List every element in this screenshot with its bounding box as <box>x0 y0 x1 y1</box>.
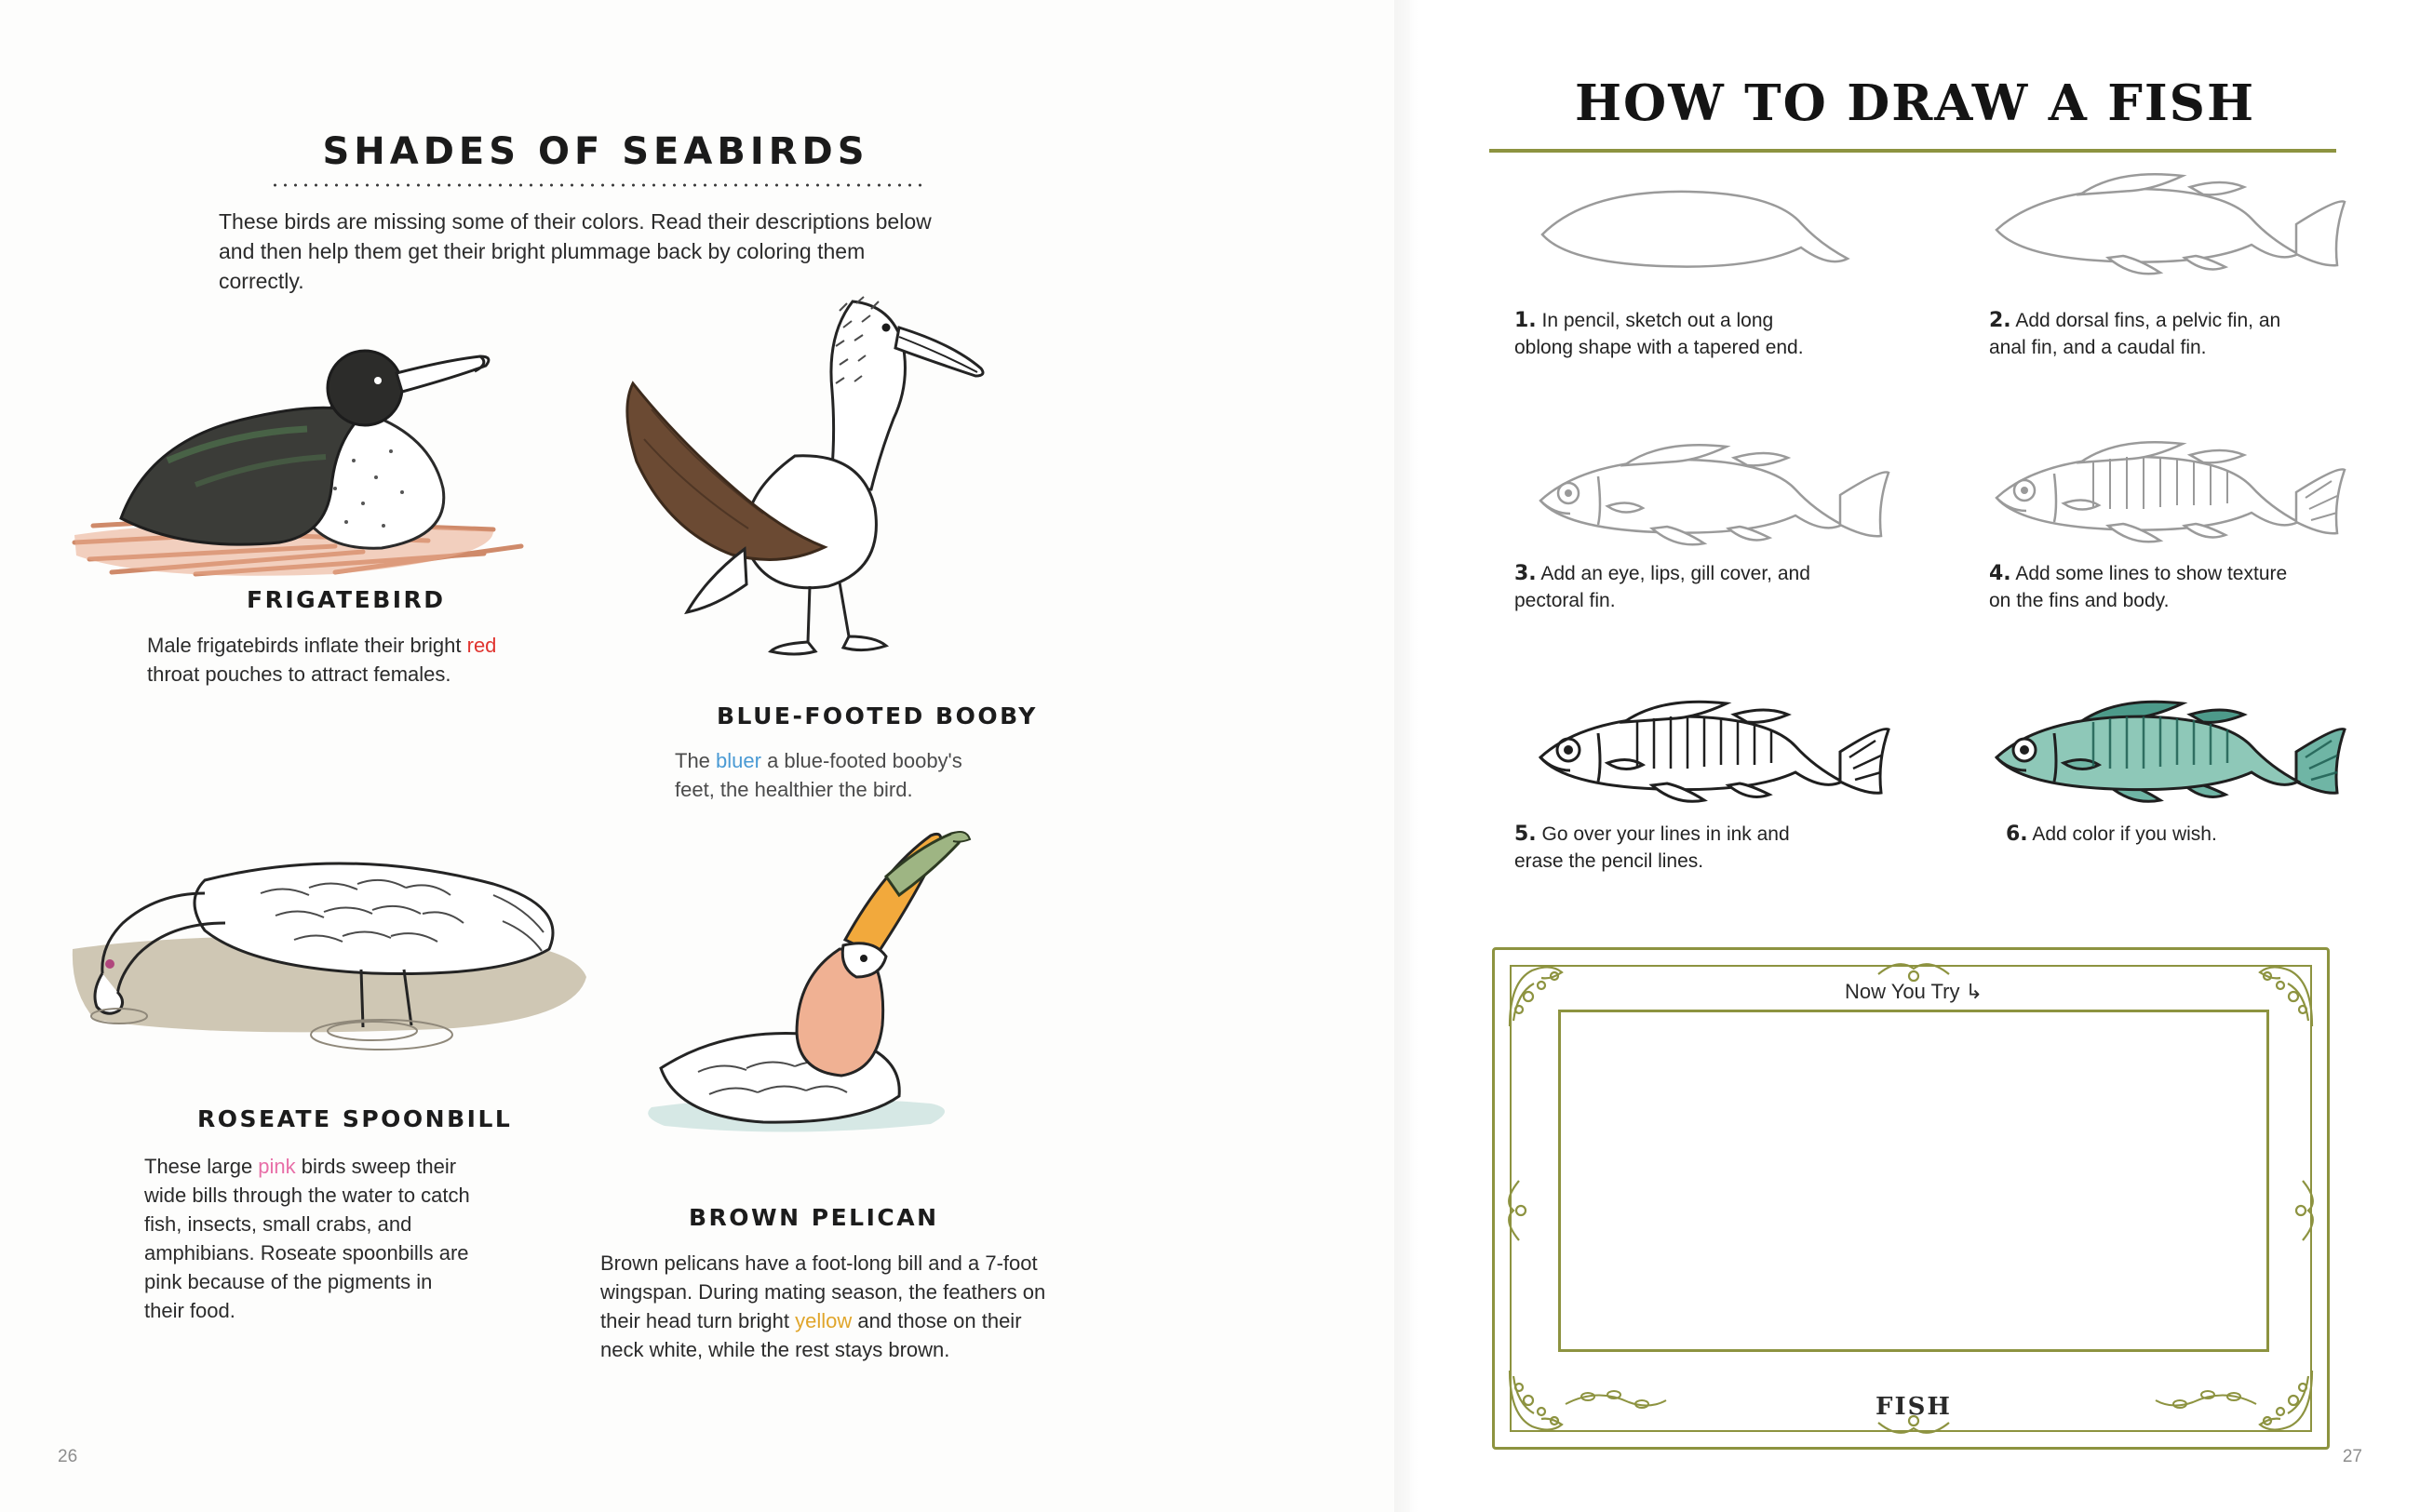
page-title-shades-of-seabirds: SHADES OF SEABIRDS <box>322 130 869 173</box>
text-spoonbill-before: These large <box>144 1155 259 1178</box>
title-rule <box>1489 149 2336 153</box>
step-5-number: 5. <box>1514 823 1537 846</box>
fish-label: FISH <box>1876 1393 1952 1421</box>
page-title-how-to-draw-a-fish: HOW TO DRAW A FISH <box>1574 74 2256 132</box>
step-4-number: 4. <box>1989 562 2011 585</box>
brown-pelican-illustration <box>624 828 1024 1182</box>
frame-edge-ornament-left <box>1497 1173 1530 1248</box>
text-frigatebird-after: throat pouches to attract females. <box>147 662 451 686</box>
fish-step-6-illustration <box>1969 679 2369 819</box>
page-number-left: 26 <box>58 1447 78 1466</box>
step-6-body: Add color if you wish. <box>2032 823 2217 845</box>
highlight-blue: bluer <box>716 749 761 772</box>
step-2-body: Add dorsal fins, a pelvic fin, an anal fin, and a caudal fin. <box>1989 310 2281 358</box>
text-blue-footed-booby <box>675 746 982 804</box>
step-2-text <box>1989 307 2306 361</box>
text-frigatebird <box>147 631 519 689</box>
caption-brown-pelican: BROWN PELICAN <box>689 1204 939 1231</box>
step-5-text <box>1514 821 1822 875</box>
step-4-body: Add some lines to show texture on the fins and body. <box>1989 563 2288 611</box>
fish-step-2-illustration <box>1969 163 2360 284</box>
caption-roseate-spoonbill: ROSEATE SPOONBILL <box>197 1105 513 1132</box>
frame-edge-ornament-right <box>2292 1173 2325 1248</box>
roseate-spoonbill-illustration <box>65 791 614 1089</box>
page-number-right: 27 <box>2342 1447 2362 1466</box>
highlight-red: red <box>466 634 497 657</box>
title-underline-dots <box>270 182 921 188</box>
step-2-number: 2. <box>1989 309 2011 332</box>
text-booby-after: a blue-footed booby's feet, the healthier the bird. <box>675 749 962 801</box>
highlight-yellow: yellow <box>795 1309 853 1332</box>
step-1-body: In pencil, sketch out a long oblong shape with a tapered end. <box>1514 310 1804 358</box>
step-3-number: 3. <box>1514 562 1537 585</box>
right-page <box>1410 0 2420 1512</box>
blue-footed-booby-illustration <box>596 279 1024 670</box>
step-5-body: Go over your lines in ink and erase the pencil lines. <box>1514 823 1790 872</box>
step-3-body: Add an eye, lips, gill cover, and pectoral fin. <box>1514 563 1810 611</box>
now-you-try-label: Now You Try ↳ <box>1844 980 1983 1003</box>
drawing-area[interactable] <box>1558 1010 2269 1352</box>
text-brown-pelican <box>600 1249 1056 1364</box>
fish-step-1-illustration <box>1522 177 1894 279</box>
frigatebird-illustration <box>56 302 633 582</box>
fish-step-4-illustration <box>1969 423 2369 558</box>
step-1-text <box>1514 307 1822 361</box>
fish-step-5-illustration <box>1512 679 1913 819</box>
practice-frame <box>1492 947 2330 1450</box>
step-6-number: 6. <box>2006 823 2028 846</box>
fish-step-3-illustration <box>1512 428 1913 558</box>
text-roseate-spoonbill <box>144 1152 470 1325</box>
text-pelican-after: and those on their neck white, while the rest stays brown. <box>600 1309 1022 1361</box>
step-6-text <box>2006 821 2322 848</box>
text-booby-before: The <box>675 749 717 772</box>
text-spoonbill-after: birds sweep their wide bills through the water to catch fish, insects, small crabs, and amphibians. Roseate spoonbills are pink because of the pigments in their food. <box>144 1155 470 1322</box>
text-frigatebird-before: Male frigatebirds inflate their bright <box>147 634 467 657</box>
highlight-pink: pink <box>258 1155 296 1178</box>
caption-blue-footed-booby: BLUE-FOOTED BOOBY <box>717 702 1038 729</box>
caption-frigatebird: FRIGATEBIRD <box>247 586 446 613</box>
intro-paragraph: These birds are missing some of their colors. Read their descriptions below and then help them get their bright plummage back by coloring them correctly. <box>219 209 932 293</box>
step-4-text <box>1989 560 2306 614</box>
text-pelican-before: Brown pelicans have a foot-long bill and a 7-foot wingspan. During mating season, the feathers on their head turn bright <box>600 1251 1046 1332</box>
step-1-number: 1. <box>1514 309 1537 332</box>
step-3-text <box>1514 560 1822 614</box>
